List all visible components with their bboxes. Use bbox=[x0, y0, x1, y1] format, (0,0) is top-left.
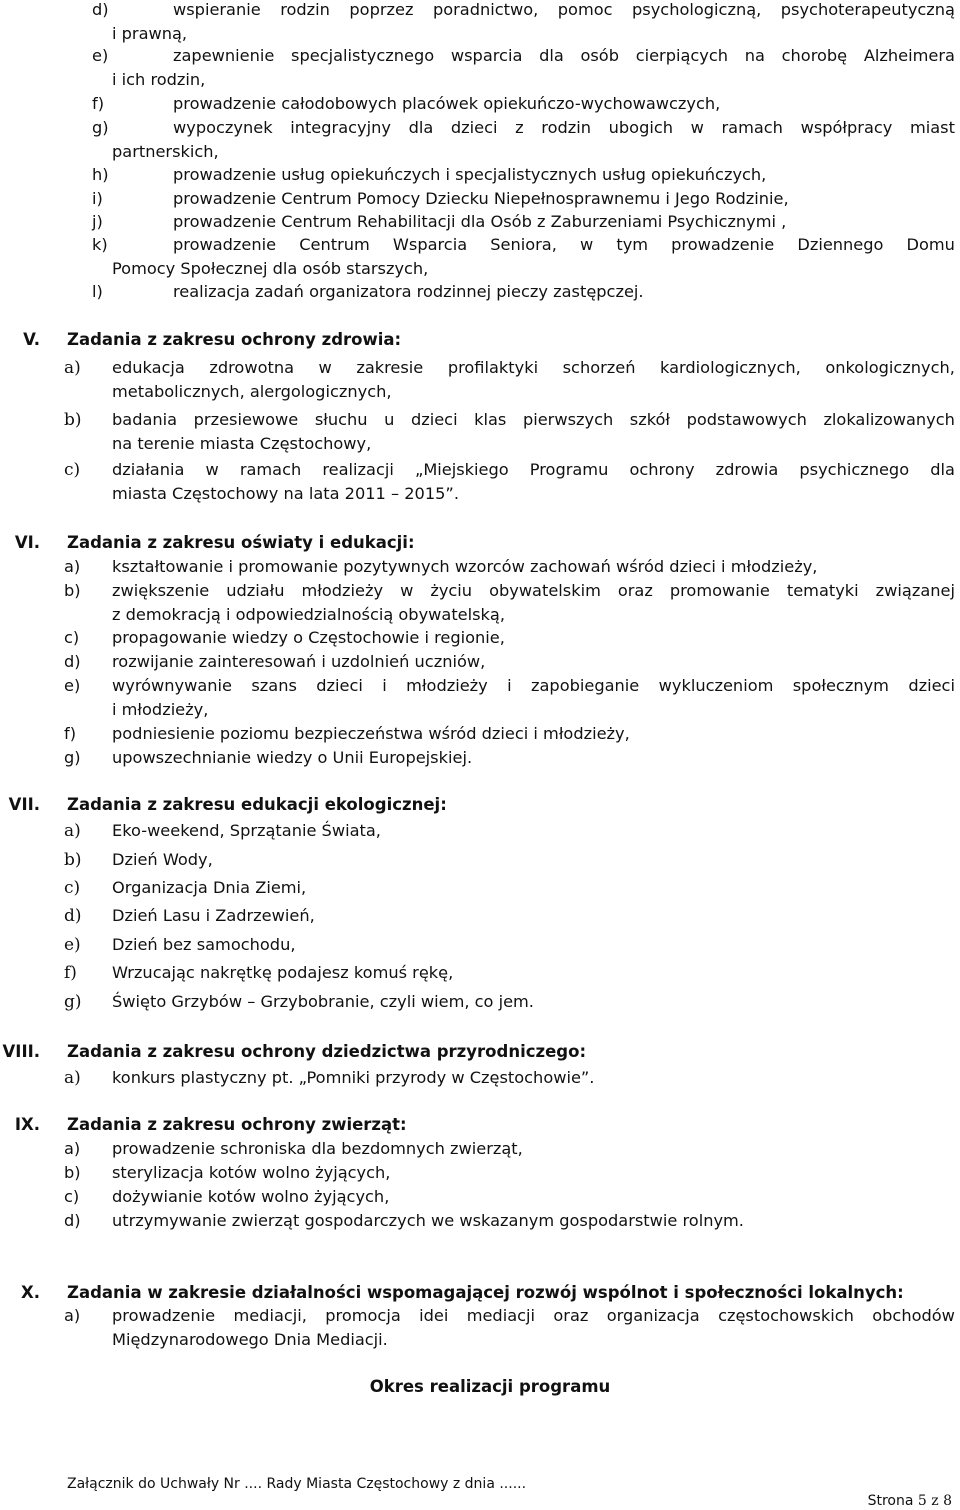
list-item-label: a) bbox=[64, 557, 81, 576]
section-numeral-vi: VI. bbox=[14, 533, 40, 552]
closing-title: Okres realizacji programu bbox=[369, 1377, 611, 1396]
list-item-label: d) bbox=[64, 906, 82, 926]
list-item-text: dożywianie kotów wolno żyjących, bbox=[112, 1187, 390, 1206]
list-item-text: Pomocy Społecznej dla osób starszych, bbox=[112, 258, 429, 278]
list-item-text: prowadzenie usług opiekuńczych i specjalistycznych usług opiekuńczych, bbox=[173, 165, 767, 184]
list-item-text: Wrzucając nakrętkę podajesz komuś rękę, bbox=[112, 963, 454, 982]
list-item-text: upowszechnianie wiedzy o Unii Europejskiej. bbox=[112, 748, 473, 767]
list-item-text: badania przesiewowe słuchu u dzieci klas pierwszych szkół podstawowych zlokalizowanych bbox=[112, 410, 955, 429]
list-item-label: c) bbox=[64, 878, 81, 898]
list-item-text: sterylizacja kotów wolno żyjących, bbox=[112, 1163, 391, 1182]
section-heading-vi: Zadania z zakresu oświaty i edukacji: bbox=[67, 533, 415, 552]
page-number bbox=[868, 1492, 952, 1510]
page-separator: z bbox=[931, 1493, 939, 1509]
list-item-text: wspieranie rodzin poprzez poradnictwo, pomoc psychologiczną, psychoterapeutyczną bbox=[173, 0, 955, 19]
list-item-text: zwiększenie udziału młodzieży w życiu obywatelskim oraz promowanie tematyki związanej bbox=[112, 581, 955, 600]
list-item-text: Święto Grzybów – Grzybobranie, czyli wiem, co jem. bbox=[112, 992, 534, 1011]
section-heading-x: Zadania w zakresie działalności wspomagającej rozwój wspólnot i społeczności lokalnych: bbox=[67, 1283, 904, 1302]
list-item-text: prowadzenie Centrum Pomocy Dziecku Niepełnosprawnemu i Jego Rodzinie, bbox=[173, 189, 789, 208]
list-item-text: wyrównywanie szans dzieci i młodzieży i zapobieganie wykluczeniom społecznym dzieci bbox=[112, 676, 955, 695]
list-item-label: d) bbox=[64, 652, 81, 671]
list-item-text: Dzień Wody, bbox=[112, 850, 213, 869]
footer-attachment-note: Załącznik do Uchwały Nr .... Rady Miasta Częstochowy z dnia ...... bbox=[67, 1476, 527, 1492]
list-item-label: f) bbox=[64, 963, 77, 983]
list-item-label: a) bbox=[64, 1139, 81, 1158]
list-item-label: a) bbox=[64, 1068, 81, 1088]
list-item-text: i młodzieży, bbox=[112, 699, 209, 719]
list-item-label: c) bbox=[64, 1187, 80, 1206]
list-item-text: prowadzenie schroniska dla bezdomnych zwierząt, bbox=[112, 1139, 523, 1158]
list-item-text: Eko-weekend, Sprzątanie Świata, bbox=[112, 821, 381, 840]
section-heading-v: Zadania z zakresu ochrony zdrowia: bbox=[67, 330, 402, 349]
list-item-label: e) bbox=[64, 676, 81, 695]
list-item-label: f) bbox=[64, 724, 77, 743]
list-item-text: partnerskich, bbox=[112, 141, 219, 161]
section-numeral-vii: VII. bbox=[8, 795, 40, 814]
list-item-text: utrzymywanie zwierząt gospodarczych we wskazanym gospodarstwie rolnym. bbox=[112, 1211, 744, 1230]
list-item-label: l) bbox=[92, 282, 103, 301]
section-numeral-ix: IX. bbox=[14, 1115, 40, 1134]
list-item-label: g) bbox=[92, 118, 109, 137]
list-item-text: zapewnienie specjalistycznego wsparcia dla osób cierpiących na chorobę Alzheimera bbox=[173, 46, 955, 65]
list-item-label: b) bbox=[64, 581, 81, 600]
list-item-text: kształtowanie i promowanie pozytywnych wzorców zachowań wśród dzieci i młodzieży, bbox=[112, 557, 818, 576]
list-item-label: b) bbox=[64, 410, 82, 430]
list-item-text: i prawną, bbox=[112, 23, 188, 43]
list-item-label: e) bbox=[92, 46, 109, 65]
list-item-text: Organizacja Dnia Ziemi, bbox=[112, 878, 307, 897]
list-item-label: j) bbox=[92, 212, 103, 231]
list-item-label: b) bbox=[64, 850, 82, 870]
section-heading-viii: Zadania z zakresu ochrony dziedzictwa przyrodniczego: bbox=[67, 1042, 587, 1061]
list-item-text: prowadzenie mediacji, promocja idei mediacji oraz organizacja częstochowskich obchodów bbox=[112, 1306, 955, 1325]
page-prefix: Strona bbox=[867, 1493, 914, 1509]
list-item-label: g) bbox=[64, 748, 81, 767]
list-item-label: h) bbox=[92, 165, 109, 184]
list-item-text: z demokracją i odpowiedzialnością obywatelską, bbox=[112, 604, 505, 624]
list-item-text: Międzynarodowego Dnia Mediacji. bbox=[112, 1329, 388, 1349]
list-item-label: k) bbox=[92, 235, 108, 254]
list-item-text: metabolicznych, alergologicznych, bbox=[112, 382, 392, 401]
list-item-label: a) bbox=[64, 821, 81, 841]
list-item-text: i ich rodzin, bbox=[112, 69, 206, 89]
list-item-text: wypoczynek integracyjny dla dzieci z rodzin ubogich w ramach współpracy miast bbox=[173, 118, 955, 137]
list-item-text: na terenie miasta Częstochowy, bbox=[112, 434, 372, 453]
list-item-text: prowadzenie całodobowych placówek opiekuńczo-wychowawczych, bbox=[173, 94, 721, 113]
section-heading-ix: Zadania z zakresu ochrony zwierząt: bbox=[67, 1115, 407, 1134]
page-current: 5 bbox=[917, 1493, 927, 1509]
list-item-text: edukacja zdrowotna w zakresie profilaktyki schorzeń kardiologicznych, onkologicznych, bbox=[112, 358, 955, 377]
section-numeral-viii: VIII. bbox=[2, 1042, 40, 1061]
list-item-label: f) bbox=[92, 94, 105, 113]
list-item-label: d) bbox=[64, 1211, 81, 1230]
section-numeral-v: V. bbox=[23, 330, 40, 349]
list-item-label: a) bbox=[64, 1306, 81, 1325]
list-item-label: i) bbox=[92, 189, 103, 208]
section-numeral-x: X. bbox=[21, 1283, 40, 1302]
list-item-text: podniesienie poziomu bezpieczeństwa wśród dzieci i młodzieży, bbox=[112, 724, 630, 743]
list-item-label: b) bbox=[64, 1163, 81, 1182]
list-item-text: Dzień Lasu i Zadrzewień, bbox=[112, 906, 315, 925]
list-item-label: e) bbox=[64, 935, 81, 955]
list-item-label: c) bbox=[64, 628, 80, 647]
list-item-text: realizacja zadań organizatora rodzinnej pieczy zastępczej. bbox=[173, 282, 644, 301]
list-item-text: prowadzenie Centrum Rehabilitacji dla Osób z Zaburzeniami Psychicznymi , bbox=[173, 212, 787, 231]
list-item-text: konkurs plastyczny pt. „Pomniki przyrody w Częstochowie”. bbox=[112, 1068, 595, 1087]
list-item-text: Dzień bez samochodu, bbox=[112, 935, 296, 954]
list-item-text: propagowanie wiedzy o Częstochowie i regionie, bbox=[112, 628, 505, 647]
section-heading-vii: Zadania z zakresu edukacji ekologicznej: bbox=[67, 795, 447, 814]
list-item-text: prowadzenie Centrum Wsparcia Seniora, w tym prowadzenie Dziennego Domu bbox=[173, 235, 955, 254]
list-item-label: g) bbox=[64, 992, 82, 1012]
list-item-label: d) bbox=[92, 0, 109, 19]
list-item-text: miasta Częstochowy na lata 2011 – 2015”. bbox=[112, 484, 459, 503]
page-total: 8 bbox=[943, 1493, 952, 1509]
list-item-text: rozwijanie zainteresowań i uzdolnień uczniów, bbox=[112, 652, 486, 671]
list-item-label: a) bbox=[64, 358, 81, 378]
list-item-text: działania w ramach realizacji „Miejskiego Programu ochrony zdrowia psychicznego dla bbox=[112, 460, 955, 479]
list-item-label: c) bbox=[64, 460, 81, 480]
